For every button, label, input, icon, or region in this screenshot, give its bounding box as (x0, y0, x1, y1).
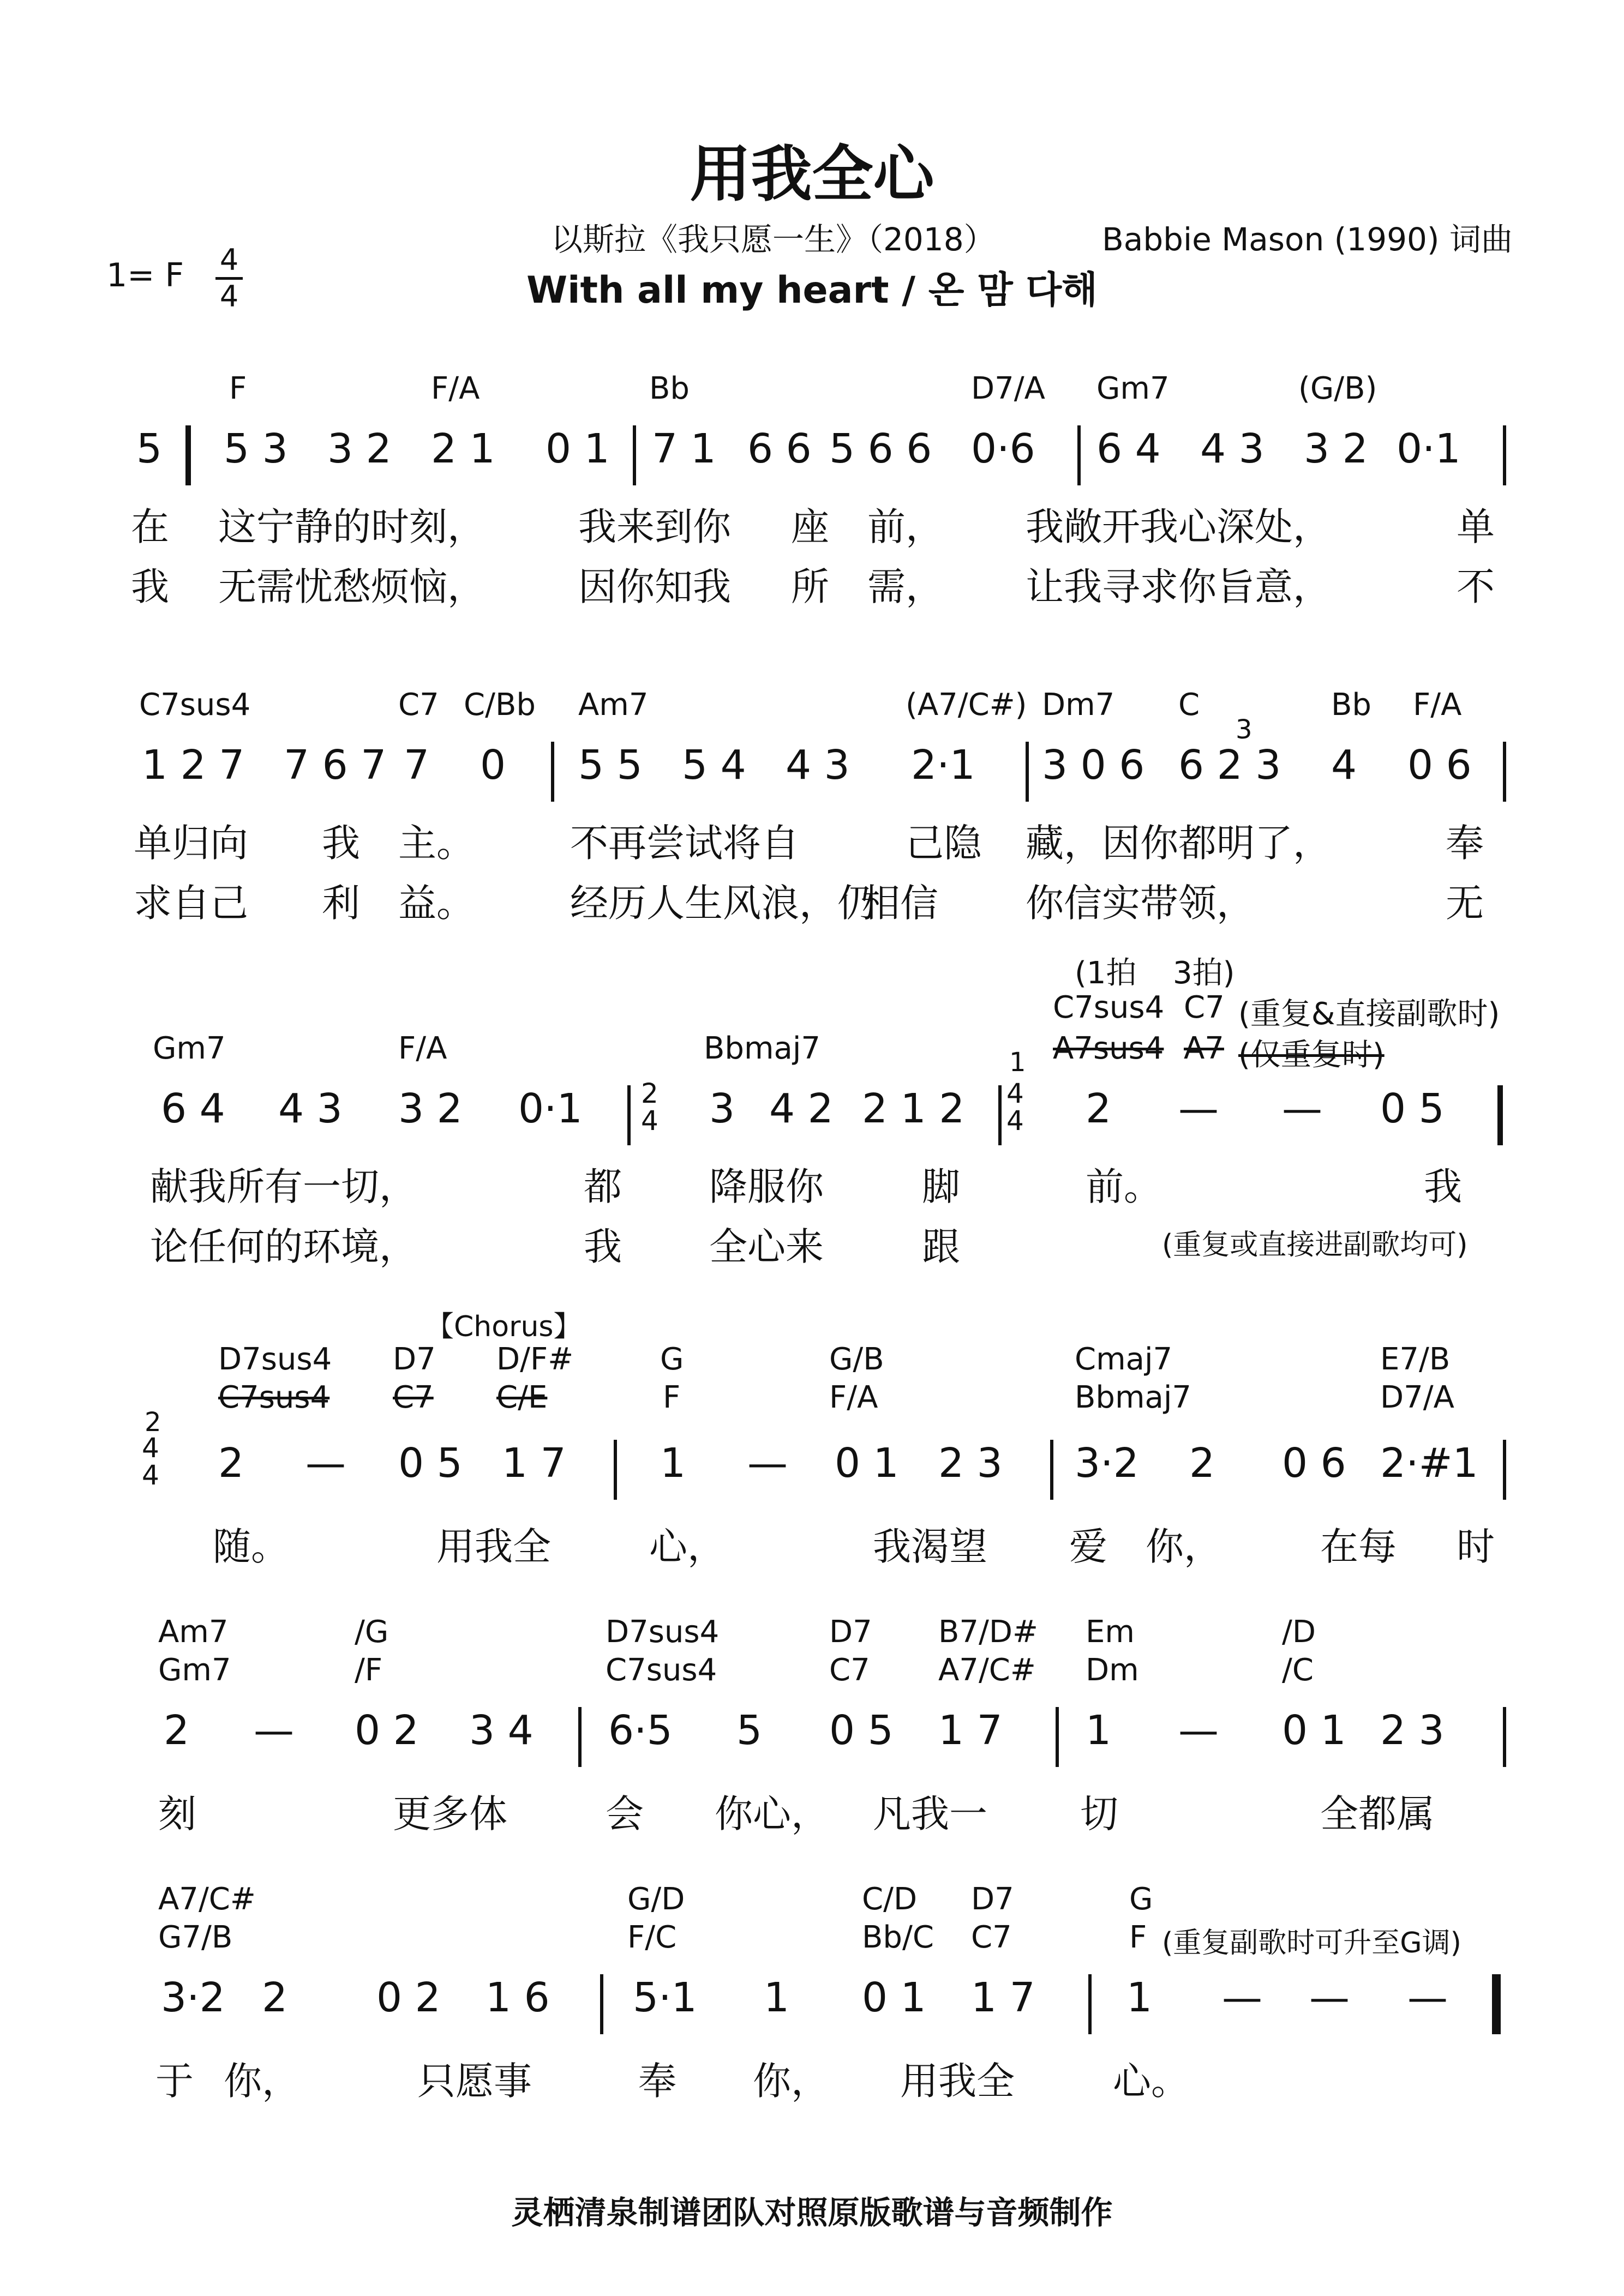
notes-row (0, 1974, 1624, 2051)
volta-2-label: 2 (145, 1407, 161, 1438)
chord: G7/B (158, 1920, 233, 1955)
barline (614, 1440, 617, 1500)
lyric: 你， (1146, 1524, 1222, 1569)
lyric: 利 (322, 881, 360, 925)
note-group: 2·#1 (1380, 1440, 1478, 1487)
note-group: 0 5 (829, 1707, 894, 1754)
lyric: 你， (224, 2059, 300, 2103)
note-group: 4 3 (1200, 425, 1265, 472)
barline (998, 1085, 1002, 1145)
lyric: 我敞开我心深处， (1026, 504, 1331, 549)
chord: (G/B) (1298, 371, 1377, 406)
note-group: — (254, 1707, 294, 1754)
lyric: 刻 (158, 1792, 196, 1836)
chord: C (1178, 687, 1200, 723)
lyrics-chorus (0, 1516, 1624, 1569)
note-group: — (1407, 1974, 1448, 2021)
chord: F/A (398, 1031, 447, 1066)
chord: /F (355, 1652, 383, 1688)
chord: F (663, 1380, 681, 1415)
lyric: 爱 (1069, 1524, 1107, 1569)
note-group: 4 2 (769, 1085, 834, 1132)
note-group: 6 4 (1096, 425, 1161, 472)
song-subtitle: With all my heart / 온 맘 다해 (526, 269, 1098, 312)
chord: F/C (627, 1920, 677, 1955)
notes-row (0, 714, 1624, 818)
lyrics-verse-2 (0, 873, 1624, 925)
lyric: 跟 (922, 1224, 960, 1269)
chord: A7sus4 (1053, 1031, 1164, 1066)
lyric: 我 (131, 564, 169, 609)
chord: Am7 (158, 1614, 229, 1650)
note-group: 5 (136, 425, 163, 472)
note-group: 5 4 (682, 742, 746, 789)
chord: F/A (829, 1380, 878, 1415)
chord: Dm7 (1042, 687, 1115, 723)
chord-row-top (0, 1614, 1624, 1652)
note-group: 7 (404, 742, 430, 789)
chord-row (0, 687, 1624, 725)
chord-row (0, 371, 1624, 409)
notes-row (0, 1432, 1624, 1516)
chord: C7 (393, 1380, 434, 1415)
notes-row (0, 425, 1624, 502)
chord: C/D (862, 1882, 918, 1917)
note-group: 7 1 (652, 425, 716, 472)
chord: D7/A (1380, 1380, 1454, 1415)
note-group: 2 1 (431, 425, 495, 472)
note-group: — (1178, 1085, 1219, 1132)
barline (551, 742, 554, 802)
barline (1503, 1707, 1506, 1767)
chord-row (0, 1031, 1624, 1073)
chord: E7/B (1380, 1342, 1451, 1377)
lyric: 切 (1080, 1792, 1118, 1836)
note-group: 6 4 (161, 1085, 225, 1132)
lyric: 你， (753, 2059, 829, 2103)
barline (578, 1707, 582, 1767)
lyric: 心。 (1113, 2059, 1189, 2103)
barline (1088, 1974, 1092, 2034)
note-group: 5 3 (224, 425, 288, 472)
note-group: 2 (1086, 1085, 1112, 1132)
lyric: 己隐 (906, 821, 982, 865)
note-group: 0 5 (398, 1440, 463, 1487)
lyric: 心， (649, 1524, 726, 1569)
transpose-note: (重复副歌时可升至G调) (1162, 1927, 1461, 1960)
performance-note: (重复或直接进副歌均可) (1162, 1229, 1468, 1261)
lyric: 献我所有一切， (150, 1164, 417, 1209)
note-group: 5 (736, 1707, 763, 1754)
note-group: 5·1 (633, 1974, 697, 2021)
chord: C7 (1184, 990, 1225, 1025)
note-group: 2 (262, 1974, 288, 2021)
lyric: 所 (791, 564, 829, 609)
lyrics-verse-1 (0, 496, 1624, 549)
lyric: 我来到你 (578, 504, 731, 549)
note-group: 1 7 (502, 1440, 566, 1487)
lyric: 用我全 (436, 1524, 551, 1569)
song-title: 用我全心 (690, 139, 934, 210)
chord: Gm7 (158, 1652, 231, 1688)
chord: Cmaj7 (1075, 1342, 1173, 1377)
lyric: 于 (155, 2059, 194, 2103)
lyrics-verse-2 (0, 1216, 1624, 1269)
lyric: 座 (791, 504, 829, 549)
chord: G/B (829, 1342, 884, 1377)
time-change-bottom: 4 (641, 1105, 658, 1137)
time-signature-top: 4 (219, 243, 239, 277)
lyric: 无需忧愁烦恼， (218, 564, 486, 609)
chord: Gm7 (1096, 371, 1170, 406)
annotation-row (0, 949, 1624, 991)
note-group: 0 1 (862, 1974, 926, 2021)
barline (1056, 1707, 1059, 1767)
time-signature-bottom: 4 (219, 279, 239, 314)
lyric: 因你知我 (578, 564, 731, 609)
lyric: 前。 (1086, 1164, 1162, 1209)
note-group: 1 7 (938, 1707, 1003, 1754)
lyric: 你信实带领， (1026, 881, 1255, 925)
note-group: 0 1 (546, 425, 610, 472)
lyrics-chorus (0, 1783, 1624, 1836)
barline (1503, 1440, 1506, 1500)
note-group: 2·1 (911, 742, 975, 789)
chord: G (660, 1342, 684, 1377)
note-group: — (1309, 1974, 1350, 2021)
chord: B7/D# (938, 1614, 1038, 1650)
note-group: 0·1 (1397, 425, 1461, 472)
lyric: 降服你 (709, 1164, 824, 1209)
final-barline (1492, 1974, 1501, 2034)
barline (600, 1974, 603, 2034)
lyric: 奉 (638, 2059, 676, 2103)
time-change-2-4 (641, 1078, 658, 1137)
note-group: 0 2 (355, 1707, 419, 1754)
note-group: 1 (764, 1974, 790, 2021)
barline (1050, 1440, 1053, 1500)
note-group: 1 7 (971, 1974, 1035, 2021)
time-change-bottom: 4 (1006, 1105, 1024, 1137)
lyric: 会 (606, 1792, 644, 1836)
note-group: 2 3 (938, 1440, 1003, 1487)
note-group: 3·2 (1075, 1440, 1139, 1487)
key-signature: 1= F (106, 256, 184, 294)
notes-row (0, 1707, 1624, 1783)
lyric: 求自己 (134, 881, 248, 925)
chord: F (229, 371, 247, 406)
note-group: 0·1 (518, 1085, 583, 1132)
lyric: 需， (867, 564, 944, 609)
triplet-mark: 3 (1236, 714, 1253, 745)
chord: F/A (1413, 687, 1462, 723)
composer-credit: Babbie Mason (1990) 词曲 (1102, 221, 1513, 258)
chord: Bbmaj7 (1075, 1380, 1192, 1415)
barline (1503, 425, 1506, 485)
chord: /C (1282, 1652, 1314, 1688)
lyrics-verse-2 (0, 556, 1624, 609)
note-group: 4 3 (786, 742, 850, 789)
note-group: 2 1 2 (862, 1085, 965, 1132)
note-group: 0 5 (1380, 1085, 1445, 1132)
volta-1-label: 1 (1009, 1047, 1026, 1078)
chord: C7sus4 (1053, 990, 1165, 1025)
lyric: 经历人生风浪，仍 (570, 881, 876, 925)
volta-chord-row-1 (0, 990, 1624, 1032)
chord: F/A (431, 371, 480, 406)
lyric: 只愿事 (417, 2059, 532, 2103)
footer-credit: 灵栖清泉制谱团队对照原版歌谱与音频制作 (511, 2194, 1113, 2231)
lyric: 单 (1457, 504, 1495, 549)
time-change-bottom: 4 (142, 1459, 159, 1491)
lyric: 在 (131, 504, 169, 549)
lyric: 无 (1446, 881, 1484, 925)
lyrics-verse-1 (0, 1156, 1624, 1209)
note-group: 3 2 (398, 1085, 463, 1132)
note-group: 6·5 (608, 1707, 673, 1754)
lyric: 凡我一 (873, 1792, 987, 1836)
lyric: 益。 (398, 881, 475, 925)
chord: D7 (829, 1614, 872, 1650)
lyric: 全心来 (709, 1224, 824, 1269)
chord: D7/A (971, 371, 1045, 406)
note-group: — (1282, 1085, 1322, 1132)
barline (633, 425, 636, 485)
note-group: 3 2 (1304, 425, 1368, 472)
chord: D/F# (496, 1342, 574, 1377)
lyric: 奉 (1446, 821, 1484, 865)
note-group: — (305, 1440, 346, 1487)
chord: C7 (829, 1652, 870, 1688)
lyric: 全都属 (1320, 1792, 1435, 1836)
lyric: 我渴望 (873, 1524, 987, 1569)
lyric: 论任何的环境， (150, 1224, 417, 1269)
note-group: 2 (218, 1440, 244, 1487)
chord: A7/C# (938, 1652, 1036, 1688)
chord: F (1129, 1920, 1147, 1955)
chord: Bb (1331, 687, 1371, 723)
note-group: 3·2 (161, 1974, 225, 2021)
section-label-row (0, 1303, 1624, 1342)
repeat-start-barline (185, 425, 191, 485)
note-group: 4 3 (278, 1085, 343, 1132)
lyric: 你心， (715, 1792, 829, 1836)
source-credit: 以斯拉《我只愿一生》（2018） (551, 221, 996, 258)
chord: Bb/C (862, 1920, 934, 1955)
note-group: — (747, 1440, 788, 1487)
time-change-top: 2 (641, 1078, 658, 1109)
lyric: 让我寻求你旨意， (1026, 564, 1331, 609)
lyric: 更多体 (393, 1792, 507, 1836)
beat-annotation: (1拍 (1075, 955, 1137, 991)
chord: C7 (398, 687, 439, 723)
chord-row-bottom (0, 1652, 1624, 1691)
note-group: 1 2 7 (142, 742, 245, 789)
performance-note: (仅重复时) (1238, 1037, 1385, 1073)
lyric: 随。 (213, 1524, 289, 1569)
chord: D7sus4 (218, 1342, 332, 1377)
performance-note: (重复&直接副歌时) (1238, 996, 1500, 1032)
note-group: 3 2 (327, 425, 392, 472)
note-group: 3 0 6 (1042, 742, 1145, 789)
chord: C/E (496, 1380, 548, 1415)
note-group: — (1222, 1974, 1262, 2021)
note-group: 7 6 7 (284, 742, 387, 789)
chord: C7sus4 (218, 1380, 330, 1415)
lyric: 时 (1457, 1524, 1495, 1569)
note-group: 3 4 (469, 1707, 534, 1754)
barline (627, 1085, 631, 1145)
chord: A7 (1184, 1031, 1224, 1066)
section-label: 【Chorus】 (426, 1311, 582, 1343)
lyrics-chorus (0, 2051, 1624, 2103)
note-group: 0 2 (376, 1974, 441, 2021)
note-group: 2 3 (1380, 1707, 1445, 1754)
lyric: 我 (322, 821, 360, 865)
lyric: 在每 (1320, 1524, 1397, 1569)
notes-row (0, 1078, 1624, 1162)
lyric: 单归向 (134, 821, 248, 865)
chord-row-top (0, 1342, 1624, 1380)
lyric: 用我全 (900, 2059, 1015, 2103)
chord: Em (1086, 1614, 1135, 1650)
time-change-4-4 (1006, 1078, 1024, 1137)
note-group: 0 1 (835, 1440, 899, 1487)
chord-row-bottom (0, 1380, 1624, 1418)
lyrics-verse-1 (0, 813, 1624, 865)
chord: D7 (393, 1342, 436, 1377)
chord: C7 (971, 1920, 1012, 1955)
note-group: 1 (1086, 1707, 1112, 1754)
time-change-4-4 (142, 1434, 159, 1489)
chord: (A7/C#) (906, 687, 1027, 723)
chord: Bb (649, 371, 690, 406)
chord-row-bottom (0, 1920, 1624, 1958)
chord: /G (355, 1614, 389, 1650)
chord: /D (1282, 1614, 1316, 1650)
chord: Am7 (578, 687, 649, 723)
note-group: 0 6 (1407, 742, 1472, 789)
lyric: 前， (867, 504, 944, 549)
note-group: 6 2 3 (1178, 742, 1281, 789)
beat-annotation: 3拍) (1173, 955, 1235, 991)
note-group: 1 (1126, 1974, 1153, 2021)
note-group: 1 (660, 1440, 686, 1487)
note-group: 0 (480, 742, 506, 789)
lyric: 相信 (862, 881, 938, 925)
note-group: 0 6 (1282, 1440, 1346, 1487)
barline (1077, 425, 1081, 485)
chord: Dm (1086, 1652, 1139, 1688)
note-group: 1 6 (486, 1974, 550, 2021)
lyric: 脚 (922, 1164, 960, 1209)
lyric: 我 (1424, 1164, 1462, 1209)
barline (1503, 742, 1506, 802)
note-group: 0·6 (971, 425, 1035, 472)
lyric: 都 (584, 1164, 622, 1209)
barline (1026, 742, 1029, 802)
note-group: 5 5 (578, 742, 643, 789)
chord: D7 (971, 1882, 1014, 1917)
lyric: 我 (584, 1224, 622, 1269)
time-change-top: 4 (1006, 1078, 1024, 1109)
note-group: 2 (164, 1707, 190, 1754)
note-group: 0 1 (1282, 1707, 1346, 1754)
repeat-end-barline (1497, 1085, 1503, 1145)
note-group: 5 6 6 (829, 425, 932, 472)
lyric: 不再尝试将自 (570, 821, 799, 865)
lyric: 主。 (398, 821, 475, 865)
lyric: 这宁静的时刻， (218, 504, 486, 549)
note-group: 2 (1189, 1440, 1215, 1487)
time-signature (215, 244, 243, 312)
chord: C7sus4 (139, 687, 251, 723)
chord: Bbmaj7 (704, 1031, 821, 1066)
chord: C/Bb (464, 687, 536, 723)
lyric: 藏，因你都明了， (1026, 821, 1331, 865)
chord-row-top (0, 1882, 1624, 1920)
note-group: 4 (1331, 742, 1357, 789)
chord: G (1129, 1882, 1153, 1917)
note-group: 6 6 (747, 425, 812, 472)
chord: D7sus4 (606, 1614, 720, 1650)
lyric: 不 (1457, 564, 1495, 609)
chord: A7/C# (158, 1882, 256, 1917)
chord: C7sus4 (606, 1652, 717, 1688)
time-change-top: 4 (142, 1432, 159, 1464)
note-group: — (1178, 1707, 1219, 1754)
note-group: 3 (709, 1085, 735, 1132)
chord: Gm7 (153, 1031, 226, 1066)
chord: G/D (627, 1882, 685, 1917)
